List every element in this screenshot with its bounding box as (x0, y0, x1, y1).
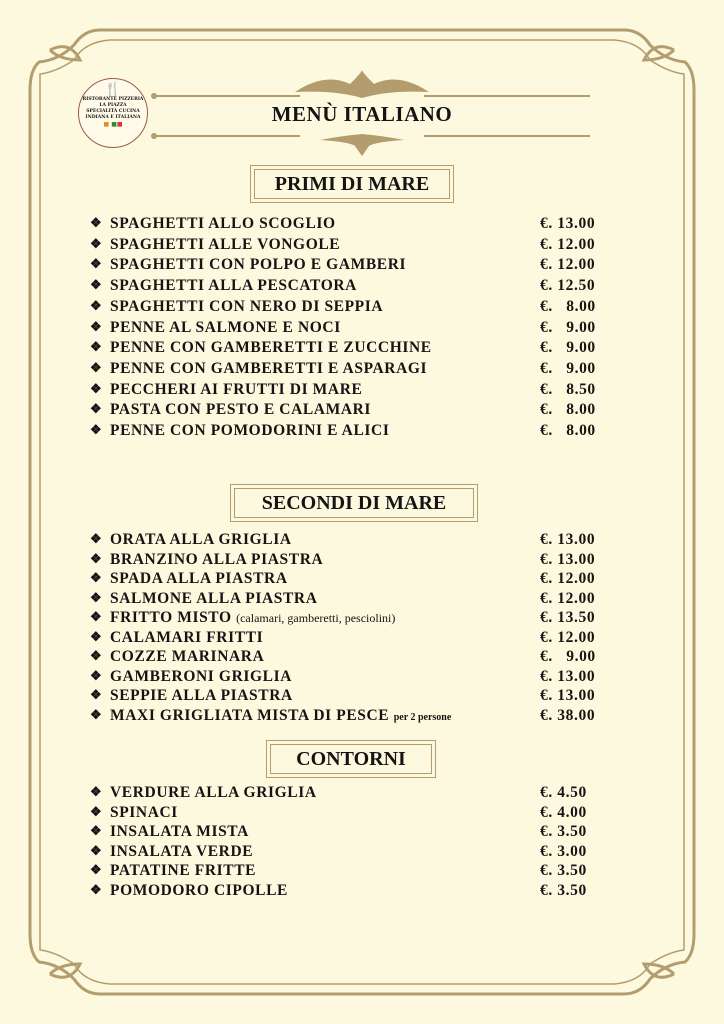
item-name: SPINACI (110, 803, 178, 821)
diamond-bullet-icon: ❖ (90, 589, 103, 605)
diamond-bullet-icon: ❖ (90, 706, 103, 722)
diamond-bullet-icon: ❖ (90, 550, 103, 566)
item-name: SEPPIE ALLA PIASTRA (110, 687, 293, 704)
menu-item (90, 609, 602, 627)
item-price: €. 3.00 (540, 842, 587, 860)
menu-item (90, 707, 602, 725)
menu-item (90, 823, 602, 841)
item-price: €. 4.00 (540, 803, 587, 821)
item-price: €. 13.00 (540, 215, 596, 232)
menu-item (90, 277, 602, 295)
logo-line4: INDIANA E ITALIANA (85, 114, 141, 120)
item-name: SPAGHETTI CON NERO DI SEPPIA (110, 297, 384, 315)
item-price: €. 9.00 (540, 648, 596, 665)
item-name: SALMONE ALLA PIASTRA (110, 589, 318, 607)
item-name: COZZE MARINARA (110, 648, 265, 665)
menu-item (90, 215, 602, 233)
diamond-bullet-icon: ❖ (90, 297, 103, 313)
menu-item (90, 784, 602, 802)
diamond-bullet-icon: ❖ (90, 862, 103, 877)
item-name: FRITTO MISTO (calamari, gamberetti, pesciolini) (110, 609, 396, 626)
menu-item (90, 804, 602, 822)
item-price: €. 13.00 (540, 687, 596, 704)
logo-line3: SPECIALITÀ CUCINA (86, 108, 140, 114)
item-price: €. 12.00 (540, 256, 596, 274)
menu-item (90, 882, 602, 900)
menu-item (90, 381, 602, 399)
item-price: €. 38.00 (540, 706, 596, 724)
diamond-bullet-icon: ❖ (90, 256, 103, 272)
menu-item (90, 629, 602, 647)
menu-item (90, 648, 602, 666)
item-price: €. 13.00 (540, 667, 596, 685)
flags-icon: ■ ■■ (103, 121, 123, 129)
item-name: BRANZINO ALLA PIASTRA (110, 550, 324, 568)
menu-item (90, 843, 602, 861)
item-name: SPAGHETTI ALLA PESCATORA (110, 277, 357, 295)
section-heading-primi: PRIMI DI MARE (250, 165, 454, 203)
menu-item (90, 862, 602, 880)
item-price: €. 3.50 (540, 823, 587, 840)
menu-item (90, 339, 602, 357)
diamond-bullet-icon: ❖ (90, 235, 103, 251)
diamond-bullet-icon: ❖ (90, 881, 103, 897)
item-price: €. 8.50 (540, 380, 596, 398)
menu-item (90, 687, 602, 705)
item-price: €. 8.00 (540, 401, 596, 419)
item-name: PASTA CON PESTO E CALAMARI (110, 401, 372, 419)
item-price: €. 9.00 (540, 318, 596, 336)
item-name: SPAGHETTI ALLO SCOGLIO (110, 215, 336, 232)
menu-title: MENÙ ITALIANO (271, 102, 453, 126)
item-name: INSALATA VERDE (110, 842, 254, 860)
item-name: SPADA ALLA PIASTRA (110, 570, 288, 587)
menu-item (90, 298, 602, 316)
diamond-bullet-icon: ❖ (90, 277, 103, 293)
item-name: CALAMARI FRITTI (110, 628, 264, 646)
menu-item (90, 401, 602, 419)
item-name: PENNE AL SALMONE E NOCI (110, 318, 341, 336)
menu-item (90, 531, 602, 549)
item-name: PECCHERI AI FRUTTI DI MARE (110, 380, 363, 398)
item-name: SPAGHETTI CON POLPO E GAMBERI (110, 256, 407, 274)
item-note: (calamari, gamberetti, pesciolini) (236, 611, 396, 625)
menu-item (90, 590, 602, 608)
item-name: GAMBERONI GRIGLIA (110, 667, 293, 685)
diamond-bullet-icon: ❖ (90, 628, 103, 644)
item-price: €. 3.50 (540, 881, 587, 899)
item-name: PENNE CON GAMBERETTI E ASPARAGI (110, 359, 428, 377)
diamond-bullet-icon: ❖ (90, 359, 103, 375)
diamond-bullet-icon: ❖ (90, 339, 103, 355)
menu-item (90, 422, 602, 440)
menu-item (90, 668, 602, 686)
item-price: €. 12.00 (540, 235, 596, 253)
item-name: ORATA ALLA GRIGLIA (110, 531, 292, 548)
item-name: VERDURE ALLA GRIGLIA (110, 784, 317, 801)
diamond-bullet-icon: ❖ (90, 609, 103, 624)
item-name: PENNE CON GAMBERETTI E ZUCCHINE (110, 339, 432, 357)
diamond-bullet-icon: ❖ (90, 401, 103, 417)
item-price: €. 8.00 (540, 422, 596, 439)
diamond-bullet-icon: ❖ (90, 823, 103, 838)
diamond-bullet-icon: ❖ (90, 215, 103, 230)
item-note: per 2 persone (393, 711, 452, 723)
item-price: €. 13.50 (540, 609, 596, 626)
diamond-bullet-icon: ❖ (90, 842, 103, 858)
item-price: €. 9.00 (540, 359, 596, 377)
item-price: €. 12.00 (540, 570, 596, 587)
diamond-bullet-icon: ❖ (90, 318, 103, 334)
diamond-bullet-icon: ❖ (90, 784, 103, 799)
diamond-bullet-icon: ❖ (90, 667, 103, 683)
section-heading-secondi: SECONDI DI MARE (230, 484, 478, 522)
diamond-bullet-icon: ❖ (90, 687, 103, 702)
section-heading-contorni: CONTORNI (266, 740, 436, 778)
item-price: €. 13.00 (540, 531, 596, 548)
item-price: €. 8.00 (540, 297, 596, 315)
item-price: €. 4.50 (540, 784, 587, 801)
diamond-bullet-icon: ❖ (90, 422, 103, 437)
item-name: PATATINE FRITTE (110, 862, 257, 879)
diamond-bullet-icon: ❖ (90, 380, 103, 396)
logo-line2: LA PIAZZA (99, 102, 127, 108)
menu-item (90, 570, 602, 588)
item-price: €. 12.00 (540, 589, 596, 607)
item-price: €. 12.50 (540, 277, 596, 295)
item-price: €. 13.00 (540, 550, 596, 568)
menu-item (90, 236, 602, 254)
item-name: MAXI GRIGLIATA MISTA DI PESCE per 2 persone (110, 706, 452, 724)
item-price: €. 3.50 (540, 862, 587, 879)
menu-item (90, 551, 602, 569)
item-name: POMODORO CIPOLLE (110, 881, 288, 899)
item-name: SPAGHETTI ALLE VONGOLE (110, 235, 341, 253)
diamond-bullet-icon: ❖ (90, 648, 103, 663)
menu-item (90, 360, 602, 378)
item-name: INSALATA MISTA (110, 823, 249, 840)
menu-item (90, 319, 602, 337)
item-price: €. 9.00 (540, 339, 596, 357)
logo-line1: RISTORANTE PIZZERIA (82, 97, 144, 102)
diamond-bullet-icon: ❖ (90, 803, 103, 819)
cutlery-chef-hat-icon: 🍴 (104, 82, 122, 98)
menu-item (90, 256, 602, 274)
item-price: €. 12.00 (540, 628, 596, 646)
diamond-bullet-icon: ❖ (90, 531, 103, 546)
item-name: PENNE CON POMODORINI E ALICI (110, 422, 390, 439)
diamond-bullet-icon: ❖ (90, 570, 103, 585)
